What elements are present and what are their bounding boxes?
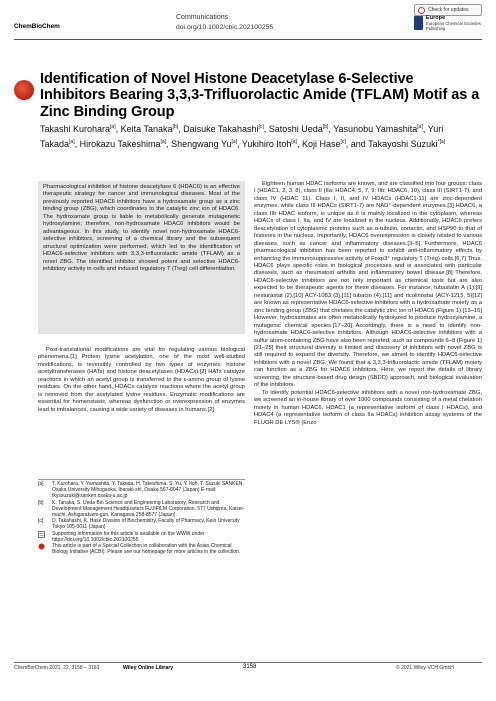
footnote xyxy=(38,481,245,499)
footnote-divider xyxy=(38,479,245,480)
journal-name: ChemBioChem xyxy=(14,23,60,30)
author-name: Shengwang Yu xyxy=(171,138,232,149)
affiliation-marker: [a] xyxy=(291,138,297,145)
affiliation-marker: [a] xyxy=(160,138,167,145)
author-name: Hirokazu Takeshima xyxy=(79,138,161,149)
footer-citation: ChemBioChem 2021, 22, 3158 – 3163 xyxy=(14,665,100,671)
article-type: Communications xyxy=(176,14,229,21)
check-updates-label: Check for updates xyxy=(428,7,469,13)
article-title: Identification of Novel Histone Deacetylase 6-Selective Inhibitors Bearing 3,3,3-Trifluorolactic Amide (TFLAM) Motif as a Zinc Binding Group xyxy=(40,71,480,120)
page-number: 3158 xyxy=(243,664,257,670)
author-name: Yuri Takada xyxy=(40,124,444,149)
footer-divider xyxy=(14,662,482,663)
crossmark-icon xyxy=(418,7,425,14)
author-name: Yasunobu Yamashita xyxy=(333,124,418,134)
wiley-online-library-link[interactable]: Wiley Online Library xyxy=(123,665,174,671)
footnote-icon-label xyxy=(38,531,48,543)
chemistry-europe-logo-icon xyxy=(414,16,423,30)
author-name: Daisuke Takahashi xyxy=(183,124,259,134)
affiliation-marker: *[a] xyxy=(437,138,446,145)
author-name: Keita Tanaka xyxy=(120,124,173,134)
affiliation-marker: [a] xyxy=(231,138,238,145)
affiliation-marker: [a] xyxy=(417,124,423,130)
affiliation-marker: [c] xyxy=(340,138,346,145)
doi-link[interactable]: doi.org/10.1002/cbic.202100255 xyxy=(176,24,274,31)
document-icon xyxy=(38,534,45,540)
header-divider xyxy=(14,39,482,40)
special-collection-badge-icon xyxy=(14,80,34,100)
author-list: Takashi Kurohara[a], Keita Tanaka[b], Daisuke Takahashi[c], Satoshi Ueda[b], Yasunobu Yamashita[a], Yuri Takada[a], Hirokazu Takeshima[a], Shengwang Yu[a], Yukihiro Itoh[a], Koji Hase[c], and Takayoshi Suzuki$^{*[a]}$ xyxy=(40,124,446,149)
footnote-text: D. Takahashi, K. Hase Division of Biochemistry, Faculty of Pharmacy, Keio University Tokyo 105-0011 (Japan) xyxy=(52,518,240,531)
intro-paragraph xyxy=(38,347,245,414)
copyright: © 2021 Wiley-VCH GmbH xyxy=(396,665,454,671)
footnote xyxy=(38,543,245,555)
check-updates-button[interactable] xyxy=(414,4,482,16)
footnote-label: [c] xyxy=(38,518,44,525)
author-name: Yukihiro Itoh xyxy=(241,138,292,149)
body-paragraph: Eighteen human HDAC isoforms are known, and are classified into four groups: class I (HDAC1, 2, 3, 8), class II (IIa: HDAC4, 5, 7, 9; IIb: HDAC6, 10), class III (SIRT1-7), and class IV (HDAC 11). Class I, II, and IV HDACs (HDAC1-11) are zinc-dependent enzymes, while class III HDACs (SIRT1-7) are NAD⁺-dependent enzymes.[3] HDAC6, a class IIb HDAC isoform, is unique as it is mainly localized in the cytoplasm, whereas HDACs of class I, IIa, and IV are localized in the nucleus. Additionally, HDAC6 prefers deacetylation of cytoplasmic proteins such as α-tubulin, cortactin, and HSP90 to that of histones in the nucleus. Importantly, HDAC6 overexpression is closely related to various diseases, such as cancer and inflammatory diseases.[3–5] Furthermore, HDAC6 pharmacological inhibition has been reported to exhibit anti-inflammatory effects by enhancing the immunosuppressive activity of Foxp3⁺ regulatory T (Treg) cells.[6,7] Thus, HDAC6 plays specific roles in biological processes and is associated with particular diseases, such as rheumatoid arthritis and inflammatory bowel disease.[8] Therefore, HDAC6-selective inhibitors are not only important as chemical tools but are also expected to be therapeutic agents for these diseases. For instance, tubastatin A (1),[9] nexturastat (2),[10] ACY-1083 (3),[11] tubacin (4),[11] and ricolinostat (ACY-1215, 5)[12] are known as representative HDAC6-selective inhibitors with a hydroxamate moiety as a zinc binding group (ZBG) that chelates the catalytic zinc ion of HDAC6 (Figure 1).[13–16] However, hydroxamates are often metabolically hydrolyzed to produce hydroxylamine, a mutagenic chemical species.[17–20] Accordingly, there is a need to identify non-hydroxamate HDAC6-selective inhibitors. Although HDAC6-selective inhibitors with a sulfur atom-containing ZBG have also been reported, such as compounds 6–8 (Figure 1)[21–25] their structural diversity is limited and discovery of inhibitors with novel ZBG is still required to expand the diversity. Therefore, we aimed to identify HDAC6-selective inhibitors with a novel ZBG. We found that a 3,3,3-trifluorolactic amide (TFLAM) moiety can function as a ZBG for HDAC6 inhibitors. Here, we report the details of library screening, the structure-based drug design (SBDD) approach, and biological evaluation of the inhibitors. xyxy=(254,181,482,389)
affiliation-marker: [a] xyxy=(69,138,75,145)
footnote xyxy=(38,500,245,518)
author-name: Satoshi Ueda xyxy=(268,124,323,134)
affiliation-marker: [b] xyxy=(322,124,329,130)
author-name: Takashi Kurohara xyxy=(40,124,111,134)
footnote-text: This article is part of a Special Collection in collaboration with the Asian Chemical Biology Initiative (ACBI). Please see our homepage for more articles in the collection. xyxy=(52,543,241,556)
footnote-label: [b] xyxy=(38,499,44,506)
affiliation-marker: [b] xyxy=(172,124,179,130)
special-collection-icon xyxy=(38,546,45,552)
abstract: Pharmacological inhibition of histone deacetylase 6 (HDAC6) is an effective therapeutic strategy for cancer and immunological diseases. Most of the previously reported HDAC6 inhibitors have a hydroxamate group as a zinc binding group (ZBG), which coordinates to the catalytic zinc ion of HDAC6. The hydroxamate group is liable to metabolically generate mutagenetic hydroxylamine; therefore, non-hydroxamate HDAC6 inhibitors would be advantageous. In this study, to identify novel non-hydroxamate HDAC6-selective inhibitors, screening of a chemical library and the subsequent structural optimization were performed, which led to the identification of HDAC6-selective inhibitors with 3,3,3-trifluorolactic amide (TFLAM) as a novel ZBG. The identified inhibitor showed potent and selective HDAC6-inhibitory activity in cells and induced regulatory T (Treg) cell differentiation. xyxy=(38,181,245,334)
intro-text: Post-translational modifications are vital for regulating various biological phenomena.[1] Protein lysine acetylation, one of the most well-studied modifications, is reversibly controlled by two types of enzymes: histone acetyltransferases (HATs) and histone deacetylases (HDACs).[2] HATs catalyze reactions in which an acetyl group is transferred to the ε-amino group of lysine residues. On the other hand, HDACs catalyze reactions where the acetyl group is removed from the acetylated lysine residues. Enzymatic modifications are essential for homeostasis, whereas dysfunction or overexpression of enzymes lead to imbalances, causing a wide variety of diseases in humans.[2] xyxy=(38,347,245,413)
author-name: Koji Hase xyxy=(301,138,341,149)
footnote-text: K. Tanaka, S. Ueda Bio Science and Engineering Laboratory, Research and Development Management Headquarters FUJIFILM Corporation, 577 Ushijima, Kaisei-machi, Ashigarakami-gun, Kanagawa 258-8577 (Japan) xyxy=(52,499,245,518)
affiliation-marker: [c] xyxy=(258,124,264,130)
footnote xyxy=(38,518,245,530)
footnote-text: Supporting information for this article is available on the WWW under https://doi.org/10.1002/cbic.202100255 xyxy=(52,530,205,543)
author-name: and Takayoshi Suzuki xyxy=(350,138,438,149)
right-column xyxy=(254,181,482,427)
footnote-label: [a] xyxy=(38,481,44,487)
footnote-icon-label xyxy=(38,543,48,555)
footnote-text: T. Kurohara, Y. Yamashita, Y. Takada, H. Takeshima, S. Yu, Y. Itoh, T. Suzuki SANKEN, Osaka University Mihogaoka, Ibaraki-shi, Osaka 567-0047 (Japan) E-mail: tkyssuzuki@sanken.osaka-u.ac.jp xyxy=(52,481,244,500)
body-paragraph: To identify potential HDAC6-selective inhibitors with a novel non-hydroxamate ZBG, we screened an in-house library of over 1000 compounds consisting of a metal chelation moiety in human HDAC6, HDAC1 (a representative isoform of class I HDACs), and HDAC4 (a representative isoform of class IIa HDACs) inhibition assay systems of the FLUOR DE LYS® (Enzo xyxy=(254,389,482,426)
footnote xyxy=(38,531,245,543)
footnotes xyxy=(38,481,245,556)
affiliation-marker: [a] xyxy=(110,124,116,130)
society-subtitle: European Chemical Societies Publishing xyxy=(425,21,481,31)
society-name: Europe xyxy=(425,15,446,21)
